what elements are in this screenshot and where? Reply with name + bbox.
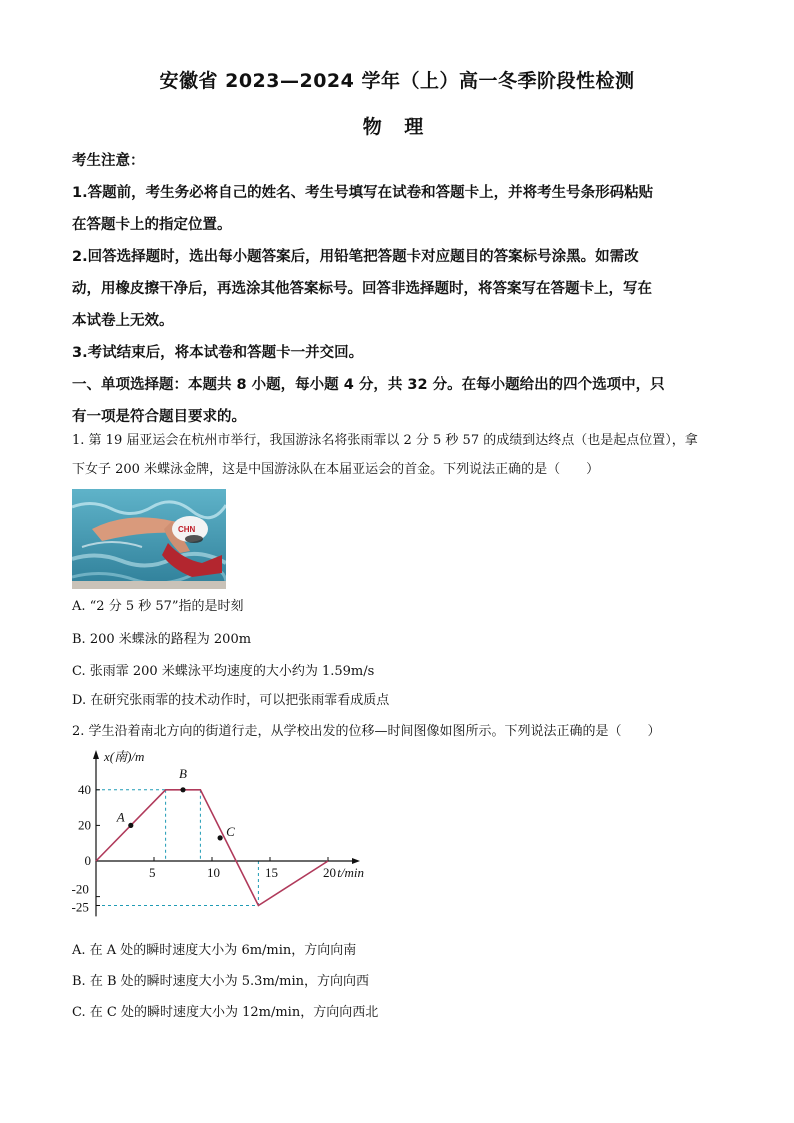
x-tick-label: 15 [265,865,278,880]
option-c: C. 张雨霏 200 米蝶泳平均速度的大小约为 1.59m/s [72,664,375,679]
point-a [128,823,133,828]
question-2-stem: 2. 学生沿着南北方向的街道行走，从学校出发的位移—时间图像如图所示。下列说法正确的是（ ） [72,724,661,739]
y-tick-label: -25 [72,899,89,915]
point-label-c: C [226,823,235,839]
notice-line: 动，用橡皮擦干净后，再选涂其他答案标号。回答非选择题时，将答案写在答题卡上，写在 [72,281,652,297]
displacement-line [96,790,328,906]
displacement-time-chart [72,745,382,939]
question-text: 下女子 200 米蝶泳金牌，这是中国游泳队在本届亚运会的首金。下列说法正确的是（ ） [72,462,600,477]
chart-svg [72,745,382,935]
point-label-a: A [116,809,125,825]
y-tick-label: 0 [84,853,91,868]
q2-option-c: C. 在 C 处的瞬时速度大小为 12m/min，方向向西北 [72,1005,379,1020]
x-axis-label: t/min [337,865,365,880]
y-tick-label: 20 [78,817,91,833]
question-text: 1. 第 19 届亚运会在杭州市举行，我国游泳名将张雨霏以 2 分 5 秒 57 的成绩到达终点（也是起点位置），拿 [72,433,698,448]
x-tick-label: 10 [207,865,220,880]
y-axis-arrow [93,750,99,759]
y-axis-label: x(南)/m [104,749,145,764]
option-d: D. 在研究张雨霏的技术动作时，可以把张雨霏看成质点 [72,693,390,708]
subject-title: 物 理 [362,116,432,138]
notice-line: 3.考试结束后，将本试卷和答题卡一并交回。 [72,345,364,361]
q2-option-a: A. 在 A 处的瞬时速度大小为 6m/min，方向向南 [72,943,357,958]
option-a: A. “2 分 5 秒 57”指的是时刻 [72,599,244,614]
exam-title: 安徽省 2023—2024 学年（上）高一冬季阶段性检测 [159,70,635,92]
section-heading: 有一项是符合题目要求的。 [72,409,246,425]
x-tick-label: 5 [149,865,156,880]
notice-heading: 考生注意： [72,153,145,169]
x-tick-label: 20 [323,865,336,880]
question-1-stem [72,426,732,484]
point-label-b: B [179,765,187,781]
point-b [180,787,185,792]
q2-option-b: B. 在 B 处的瞬时速度大小为 5.3m/min，方向向西 [72,974,370,989]
point-c [218,835,223,840]
cap-label: CHN [178,525,196,534]
notice-line: 本试卷上无效。 [72,313,174,329]
notice-block [72,145,722,433]
notice-line: 2.回答选择题时，选出每小题答案后，用铅笔把答题卡对应题目的答案标号涂黑。如需改 [72,249,639,265]
x-axis-arrow [352,858,360,864]
notice-line: 1.答题前，考生务必将自己的姓名、考生号填写在试卷和答题卡上，并将考生号条形码粘贴 [72,185,654,201]
option-b: B. 200 米蝶泳的路程为 200m [72,632,252,647]
swimmer-photo [72,489,226,589]
notice-line: 在答题卡上的指定位置。 [72,217,232,233]
y-tick-label: -20 [72,881,89,897]
section-heading: 一、单项选择题：本题共 8 小题，每小题 4 分，共 32 分。在每小题给出的四个选项中，只 [72,377,665,393]
y-tick-label: 40 [78,781,91,797]
